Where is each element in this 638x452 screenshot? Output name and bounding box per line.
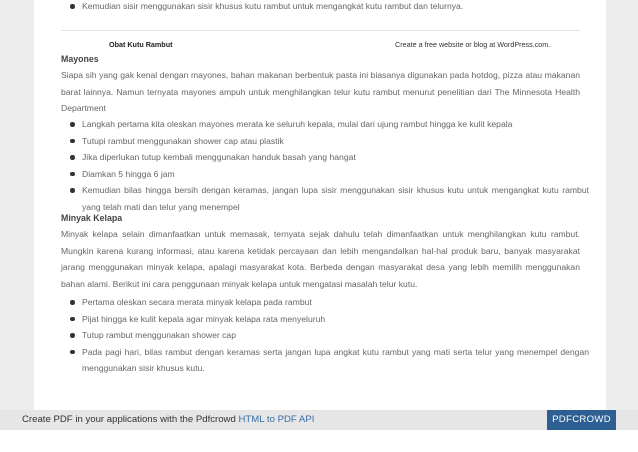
mayones-steps-list	[61, 116, 589, 215]
pdfcrowd-footer	[0, 410, 638, 430]
wordpress-promo-link[interactable]: Create a free website or blog at WordPress.com.	[395, 40, 551, 49]
page-margin-left	[0, 0, 34, 410]
page-margin-right	[606, 0, 638, 410]
html-to-pdf-api-link[interactable]: HTML to PDF API	[238, 414, 315, 425]
section-paragraph: Minyak kelapa selain dimanfaatkan untuk memasak, ternyata sejak dahulu telah dimanfaatkan untuk menghilangkan kutu rambut. Mungkin karena kurang informasi, atau karena ketidak percayaan dan lebih mengandalkan hal-hal produk baru, banyak masyarakat jarang menggunakan minyak kelapa, apalagi masyarakat kota. Berbeda dengan masyarakat desa yang lebih memilih menggunakan bahan alami. Berikut ini cara penggunaan minyak kelapa untuk mengatasi masalah telur kutu.	[61, 229, 580, 289]
list-item: Pertama oleskan secara merata minyak kelapa pada rambut	[70, 294, 589, 311]
list-item: Tutup rambut menggunakan shower cap	[70, 327, 589, 344]
blog-header-bar	[61, 35, 580, 49]
minyak-kelapa-steps-list	[61, 294, 589, 377]
list-item: Tutupi rambut menggunakan shower cap atau plastik	[70, 133, 589, 150]
list-item: Diamkan 5 hingga 6 jam	[70, 166, 589, 183]
footer-label: Create PDF in your applications with the Pdfcrowd	[22, 414, 236, 425]
list-item: Pijat hingga ke kulit kepala agar minyak kelapa rata menyeluruh	[70, 311, 589, 328]
list-item: Kemudian bilas hingga bersih dengan keramas, jangan lupa sisir menggunakan sisir khusus kutu untuk mengangkat kutu rambut yang telah mati dan telur yang menempel	[70, 182, 589, 215]
section-heading: Minyak Kelapa	[61, 213, 123, 223]
section-heading: Mayones	[61, 54, 99, 64]
pdfcrowd-logo-button[interactable]: PDFCROWD	[547, 410, 616, 430]
list-item: Jika diperlukan tutup kembali menggunakan handuk basah yang hangat	[70, 149, 589, 166]
section-mayones	[61, 51, 580, 117]
list-item: Langkah pertama kita oleskan mayones merata ke seluruh kepala, mulai dari ujung rambut hingga ke kulit kepala	[70, 116, 589, 133]
blog-title-link[interactable]: Obat Kutu Rambut	[109, 40, 173, 49]
header-divider	[61, 30, 580, 31]
footer-text	[22, 414, 314, 425]
document-page	[34, 0, 606, 410]
list-item: Pada pagi hari, bilas rambut dengan keramas serta jangan lupa angkat kutu rambut yang mati serta telur yang menempel dengan menggunakan sisir khusus kutu.	[70, 344, 589, 377]
list-item: Kemudian sisir menggunakan sisir khusus kutu rambut untuk mengangkat kutu rambut dan telurnya.	[70, 0, 589, 15]
section-minyak-kelapa	[61, 210, 580, 292]
section-paragraph: Siapa sih yang gak kenal dengan mayones, bahan makanan berbentuk pasta ini biasanya digunakan pada hotdog, pizza atau makanan barat lainnya. Namun ternyata mayones ampuh untuk menghilangkan telur kutu rambut menurut penelitian dari The Minnesota Health Department	[61, 70, 580, 113]
previous-steps-list	[61, 0, 589, 15]
